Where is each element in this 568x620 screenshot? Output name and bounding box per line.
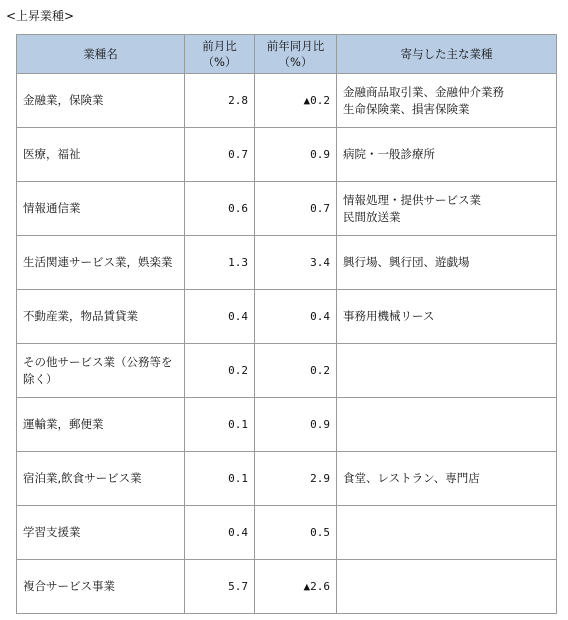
month-over-month-cell: 0.6 [185, 182, 255, 236]
table-row [17, 452, 557, 506]
industry-name-cell: 情報通信業 [17, 182, 185, 236]
contributing-industries-cell: 事務用機械リース [337, 290, 557, 344]
month-over-month-cell: 0.2 [185, 344, 255, 398]
table-row [17, 344, 557, 398]
industry-name-cell: 運輸業，郵便業 [17, 398, 185, 452]
year-over-year-cell: 2.9 [255, 452, 337, 506]
table-row [17, 236, 557, 290]
month-over-month-cell: 0.4 [185, 506, 255, 560]
industry-name-cell: 宿泊業,飲食サービス業 [17, 452, 185, 506]
year-over-year-cell: 0.4 [255, 290, 337, 344]
contributing-industries-cell: 金融商品取引業、金融仲介業務 生命保険業、損害保険業 [337, 74, 557, 128]
table-row [17, 128, 557, 182]
industry-name-cell: 不動産業，物品賃貸業 [17, 290, 185, 344]
year-over-year-cell: 0.7 [255, 182, 337, 236]
year-over-year-cell: 0.9 [255, 398, 337, 452]
industry-name-cell: 学習支援業 [17, 506, 185, 560]
contributing-industries-cell [337, 344, 557, 398]
contributing-industries-cell: 食堂、レストラン、専門店 [337, 452, 557, 506]
month-over-month-cell: 0.1 [185, 452, 255, 506]
contributing-industries-cell: 興行場、興行団、遊戯場 [337, 236, 557, 290]
year-over-year-cell: 0.5 [255, 506, 337, 560]
header-year-over-year: 前年同月比 （%） [255, 35, 337, 74]
month-over-month-cell: 0.7 [185, 128, 255, 182]
industry-name-cell: 複合サービス事業 [17, 560, 185, 614]
year-over-year-cell: ▲0.2 [255, 74, 337, 128]
month-over-month-cell: 0.4 [185, 290, 255, 344]
table-row [17, 74, 557, 128]
month-over-month-cell: 2.8 [185, 74, 255, 128]
table-body [17, 74, 557, 614]
header-contributing-industries: 寄与した主な業種 [337, 35, 557, 74]
contributing-industries-cell: 病院・一般診療所 [337, 128, 557, 182]
table-row [17, 398, 557, 452]
contributing-industries-cell [337, 560, 557, 614]
contributing-industries-cell [337, 398, 557, 452]
table-row [17, 290, 557, 344]
table-row [17, 560, 557, 614]
year-over-year-cell: 0.2 [255, 344, 337, 398]
rising-industries-table [16, 34, 557, 614]
header-month-over-month: 前月比 （%） [185, 35, 255, 74]
year-over-year-cell: 0.9 [255, 128, 337, 182]
industry-name-cell: 医療，福祉 [17, 128, 185, 182]
contributing-industries-cell: 情報処理・提供サービス業 民間放送業 [337, 182, 557, 236]
month-over-month-cell: 0.1 [185, 398, 255, 452]
table-row [17, 506, 557, 560]
industry-name-cell: その他サービス業（公務等を 除く） [17, 344, 185, 398]
contributing-industries-cell [337, 506, 557, 560]
header-industry: 業種名 [17, 35, 185, 74]
industry-name-cell: 生活関連サービス業，娯楽業 [17, 236, 185, 290]
table-row [17, 182, 557, 236]
table-caption: <上昇業種> [6, 9, 75, 23]
month-over-month-cell: 5.7 [185, 560, 255, 614]
month-over-month-cell: 1.3 [185, 236, 255, 290]
industry-name-cell: 金融業，保険業 [17, 74, 185, 128]
year-over-year-cell: ▲2.6 [255, 560, 337, 614]
header-row [17, 35, 557, 74]
year-over-year-cell: 3.4 [255, 236, 337, 290]
